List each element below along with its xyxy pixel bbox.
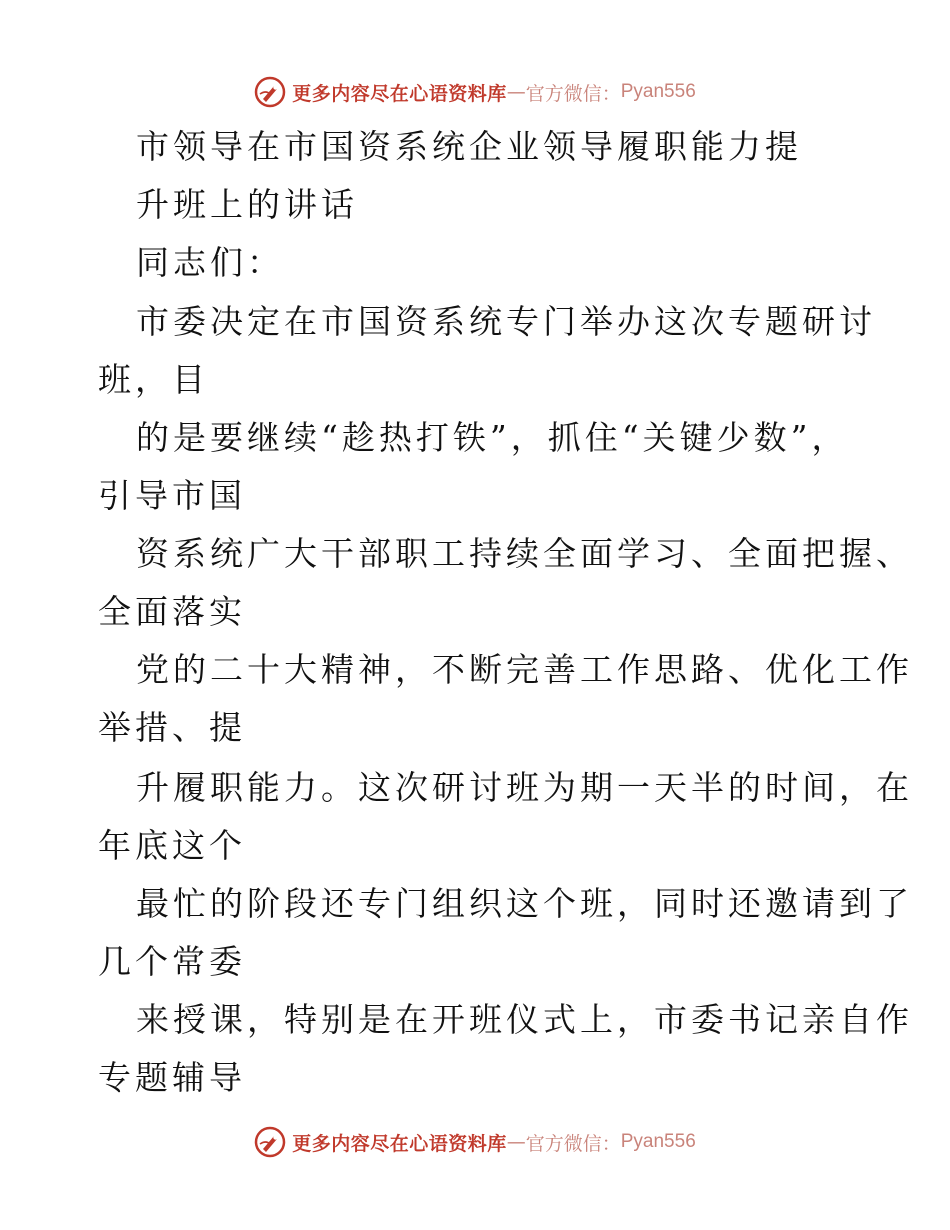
watermark-title: 更多内容尽在心语资料库: [292, 82, 507, 105]
paragraph-line: 最忙的阶段还专门组织这个班，同时还邀请到了: [136, 884, 913, 923]
paragraph-line: 升履职能力。这次研讨班为期一天半的时间，在: [136, 768, 913, 807]
footer-watermark: [0, 1122, 950, 1162]
paragraph-line: 举措、提: [98, 708, 246, 747]
watermark-wechat-label: 官方微信：: [525, 1132, 621, 1155]
paragraph-line: 资系统广大干部职工持续全面学习、全面把握、: [136, 534, 913, 573]
watermark-title: 更多内容尽在心语资料库: [292, 1132, 507, 1155]
watermark-wechat-label: 官方微信：: [525, 82, 621, 105]
title-line-2: 升班上的讲话: [136, 185, 358, 224]
paragraph-line: 的是要继续“趁热打铁”，抓住“关键少数”，: [136, 418, 849, 457]
pen-logo-icon: [254, 1126, 286, 1158]
watermark-separator: —: [506, 1131, 526, 1153]
pen-logo-icon: [254, 76, 286, 108]
watermark-separator: —: [506, 81, 526, 103]
title-line-1: 市领导在市国资系统企业领导履职能力提: [136, 127, 802, 166]
paragraph-line: 全面落实: [98, 592, 246, 631]
paragraph-line: 引导市国: [98, 476, 246, 515]
header-watermark: [0, 72, 950, 112]
paragraph-line: 几个常委: [98, 942, 246, 981]
paragraph-line: 班，目: [98, 360, 209, 399]
watermark-wechat-id: Pyan556: [620, 1131, 696, 1152]
paragraph-line: 年底这个: [98, 826, 246, 865]
paragraph-line: 市委决定在市国资系统专门举办这次专题研讨: [136, 302, 876, 341]
watermark-wechat-id: Pyan556: [620, 81, 696, 102]
paragraph-line: 来授课，特别是在开班仪式上，市委书记亲自作: [136, 1000, 913, 1039]
paragraph-line: 专题辅导: [98, 1058, 246, 1097]
paragraph-line: 党的二十大精神，不断完善工作思路、优化工作: [136, 650, 913, 689]
salutation: 同志们：: [136, 243, 284, 282]
